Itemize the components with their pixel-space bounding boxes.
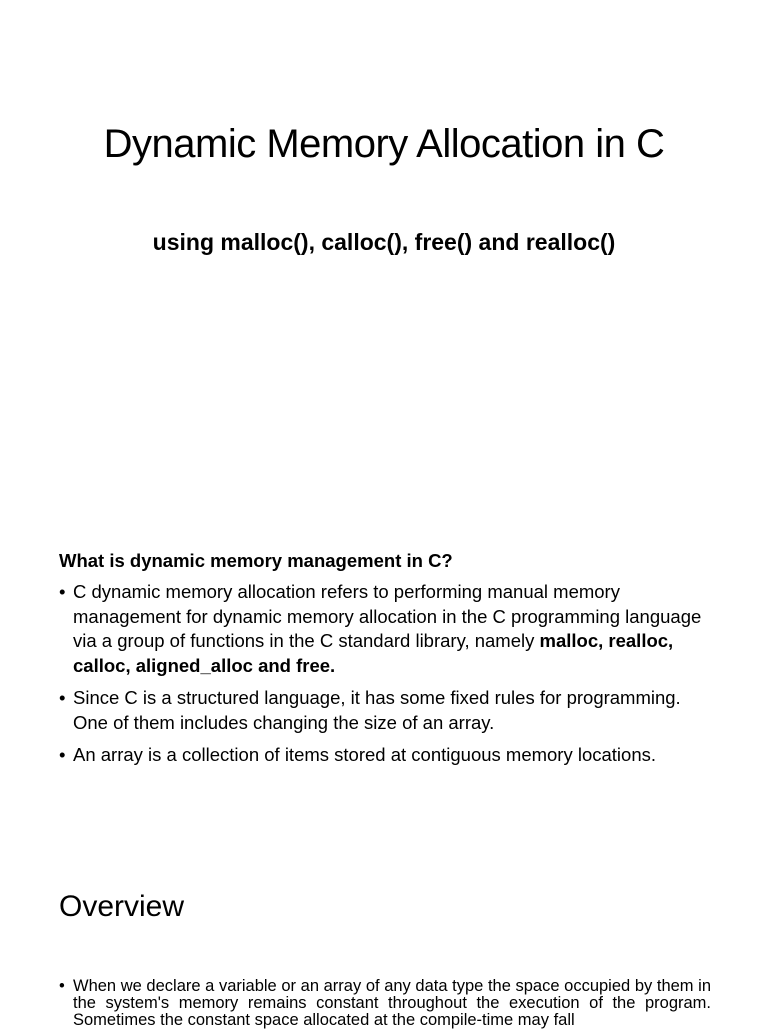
bullet-icon: • bbox=[59, 687, 66, 708]
bullet-icon: • bbox=[59, 744, 66, 765]
bullet-text: C dynamic memory allocation refers to performing manual memory management for dynamic memory allocation in the C programming language via a group of functions in the C standard library, namely bbox=[73, 581, 702, 651]
section-question: What is dynamic memory management in C? bbox=[59, 550, 453, 571]
slide-title: Dynamic Memory Allocation in C bbox=[103, 122, 665, 166]
list-item bbox=[59, 743, 719, 768]
list-item bbox=[59, 580, 719, 678]
slide-subtitle: using malloc(), calloc(), free() and realloc() bbox=[152, 229, 616, 255]
bullet-list bbox=[59, 580, 719, 776]
overview-heading: Overview bbox=[59, 890, 185, 923]
bullet-text: Since C is a structured language, it has some fixed rules for programming. One of them includes changing the size of an array. bbox=[73, 687, 681, 733]
list-item bbox=[59, 978, 711, 1029]
bullet-bold-text: malloc, realloc, calloc, aligned_alloc and free. bbox=[73, 630, 674, 676]
overview-bullet-list bbox=[59, 978, 711, 1029]
bullet-text: An array is a collection of items stored at contiguous memory locations. bbox=[73, 744, 657, 765]
list-item bbox=[59, 686, 719, 735]
bullet-text: When we declare a variable or an array of any data type the space occupied by them in the system's memory remains constant throughout the execution of the program. Sometimes the constant space allocated at the compile-time may fall bbox=[73, 977, 711, 1029]
bullet-icon: • bbox=[59, 977, 65, 995]
bullet-icon: • bbox=[59, 581, 66, 602]
